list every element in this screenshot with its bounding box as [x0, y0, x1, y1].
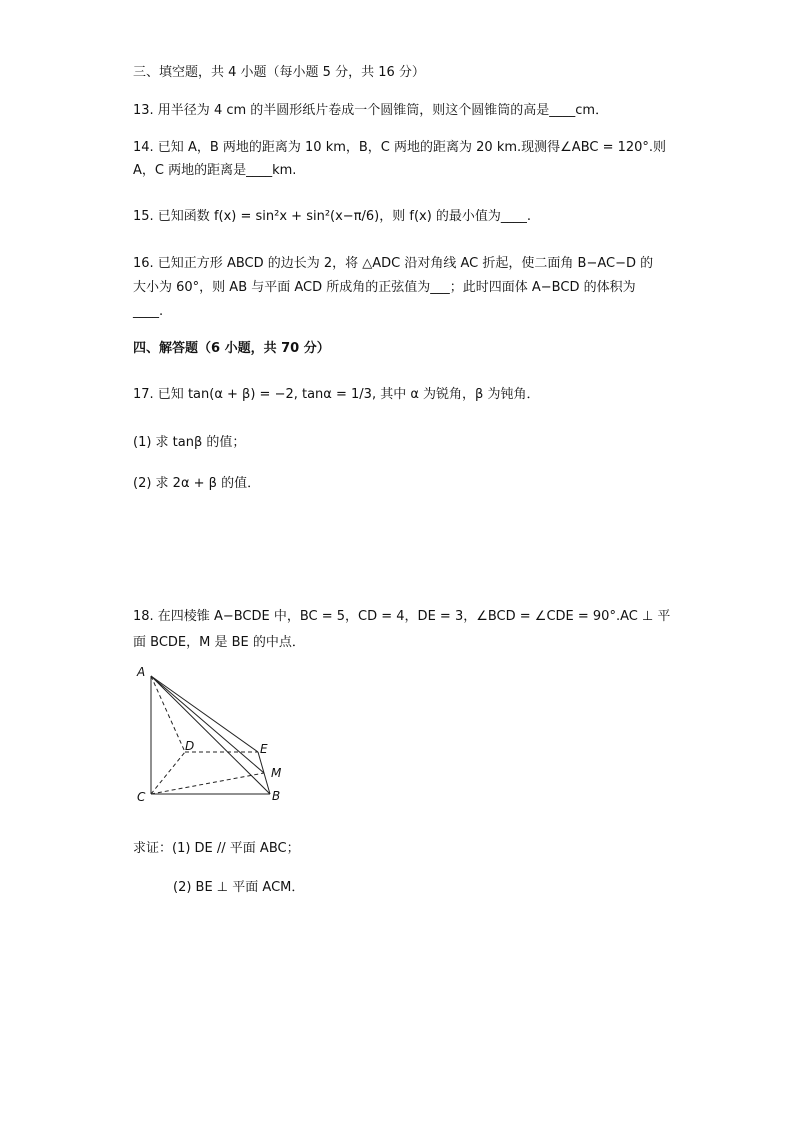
label-b: B	[272, 789, 281, 803]
question-16-line-1: 16. 已知正方形 ABCD 的边长为 2，将 △ADC 沿对角线 AC 折起，使二面角 B−AC−D 的	[133, 256, 654, 271]
question-18-proof-1: 求证：(1) DE // 平面 ABC；	[133, 841, 300, 856]
label-e: E	[260, 742, 268, 756]
question-14-line-2: A，C 两地的距离是____km.	[133, 163, 297, 178]
label-m: M	[271, 766, 282, 780]
label-a: A	[137, 665, 146, 679]
question-16-line-3: ____.	[133, 304, 164, 319]
question-17: 17. 已知 tan(α + β) = −2, tanα = 1/3, 其中 α 为锐角，β 为钝角．	[133, 387, 540, 402]
edge-cm	[151, 773, 264, 794]
label-c: C	[137, 790, 146, 804]
question-18-proof-2: (2) BE ⊥ 平面 ACM．	[173, 880, 305, 895]
question-14-line-1: 14. 已知 A，B 两地的距离为 10 km，B，C 两地的距离为 20 km.现测得∠ABC = 120°.则	[133, 140, 667, 155]
pyramid-figure	[128, 660, 298, 810]
edge-ad	[151, 676, 185, 752]
question-17-part-2: (2) 求 2α + β 的值．	[133, 476, 261, 491]
edge-am	[151, 676, 264, 773]
question-18-line-1: 18. 在四棱锥 A−BCDE 中，BC = 5，CD = 4，DE = 3，∠BCD = ∠CDE = 90°.AC ⊥ 平	[133, 609, 671, 624]
section-3-header: 三、填空题，共 4 小题（每小题 5 分，共 16 分）	[133, 65, 425, 80]
question-15: 15. 已知函数 f(x) = sin²x + sin²(x−π/6)，则 f(x) 的最小值为____.	[133, 209, 532, 224]
edge-ae	[151, 676, 258, 752]
section-4-header: 四、解答题（6 小题，共 70 分）	[133, 341, 330, 356]
question-16-line-2: 大小为 60°，则 AB 与平面 ACD 所成角的正弦值为___；此时四面体 A−BCD 的体积为	[133, 280, 636, 295]
question-13: 13. 用半径为 4 cm 的半圆形纸片卷成一个圆锥筒，则这个圆锥筒的高是____cm．	[133, 103, 609, 118]
label-d: D	[185, 739, 195, 753]
edge-ab	[151, 676, 270, 794]
edge-cd	[151, 752, 185, 794]
question-18-line-2: 面 BCDE，M 是 BE 的中点．	[133, 635, 305, 650]
question-17-part-1: (1) 求 tanβ 的值；	[133, 435, 246, 450]
